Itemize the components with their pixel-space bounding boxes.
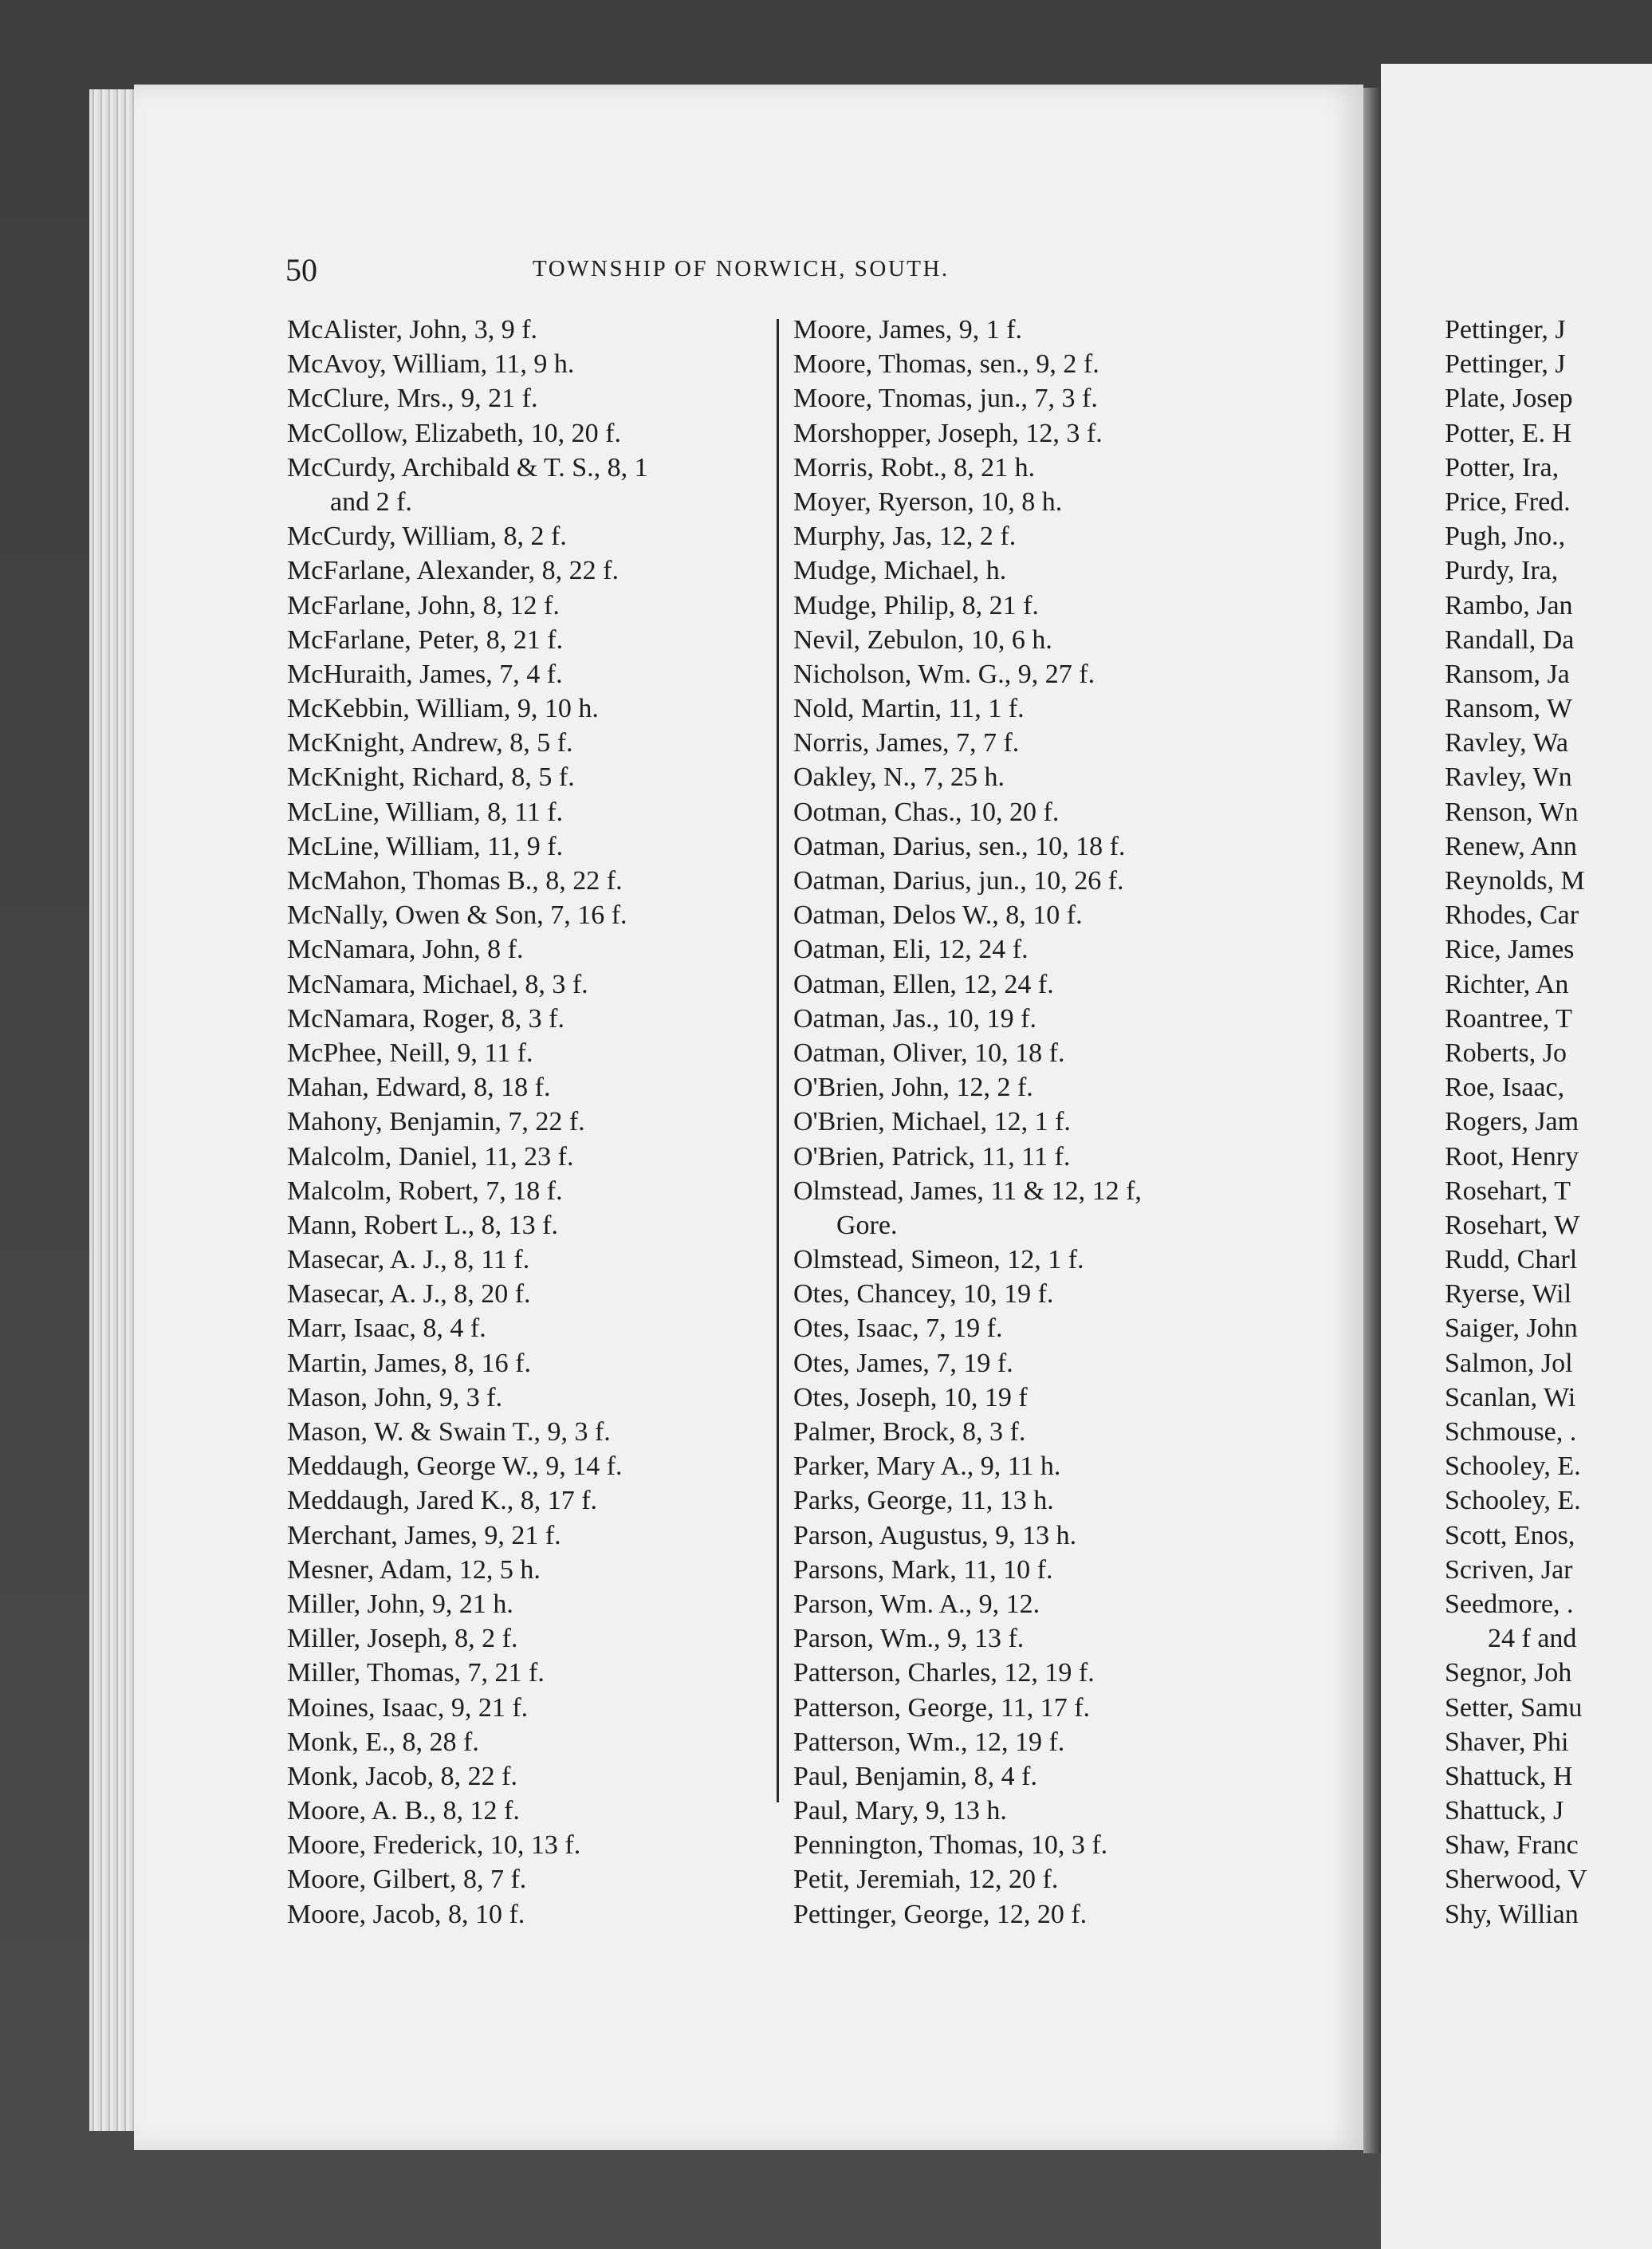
directory-entry: Moines, Isaac, 9, 21 f. xyxy=(287,1692,529,1723)
directory-entry: McFarlane, John, 8, 12 f. xyxy=(287,590,560,620)
directory-entry: Sherwood, V xyxy=(1445,1865,1587,1895)
directory-entry: Oatman, Eli, 12, 24 f. xyxy=(793,935,1029,965)
directory-entry: Roantree, T xyxy=(1445,1003,1572,1034)
directory-entry: Shattuck, H xyxy=(1445,1761,1573,1791)
directory-entry: Rhodes, Car xyxy=(1445,900,1579,931)
directory-entry: Paul, Mary, 9, 13 h. xyxy=(793,1796,1007,1826)
directory-entry: Oatman, Darius, jun., 10, 26 f. xyxy=(793,866,1124,896)
directory-entry: McFarlane, Alexander, 8, 22 f. xyxy=(287,556,619,586)
directory-entry: McPhee, Neill, 9, 11 f. xyxy=(287,1038,533,1068)
directory-entry: Miller, Joseph, 8, 2 f. xyxy=(287,1624,518,1654)
left-directory-column xyxy=(287,313,765,1932)
directory-entry: Oatman, Oliver, 10, 18 f. xyxy=(793,1038,1065,1068)
directory-entry: Pettinger, J xyxy=(1445,349,1566,380)
directory-entry: Purdy, Ira, xyxy=(1445,556,1559,586)
directory-entry: Ryerse, Wil xyxy=(1445,1279,1572,1310)
directory-entry: Rambo, Jan xyxy=(1445,590,1573,620)
directory-entry: Parsons, Mark, 11, 10 f. xyxy=(793,1554,1053,1585)
directory-entry: Gore. xyxy=(836,1210,898,1240)
running-title: TOWNSHIP OF NORWICH, SOUTH. xyxy=(533,256,950,282)
directory-entry: Plate, Josep xyxy=(1445,384,1573,414)
directory-entry: Moyer, Ryerson, 10, 8 h. xyxy=(793,486,1063,517)
directory-entry: O'Brien, Patrick, 11, 11 f. xyxy=(793,1141,1071,1172)
directory-entry: Ravley, Wn xyxy=(1445,762,1572,793)
directory-entry: Ootman, Chas., 10, 20 f. xyxy=(793,797,1060,827)
directory-entry: Rosehart, T xyxy=(1445,1176,1571,1206)
directory-entry: Monk, E., 8, 28 f. xyxy=(287,1727,479,1757)
directory-entry: McNamara, John, 8 f. xyxy=(287,935,524,965)
directory-entry: McKnight, Richard, 8, 5 f. xyxy=(287,762,575,793)
directory-entry: McAvoy, William, 11, 9 h. xyxy=(287,349,575,380)
directory-entry: Nevil, Zebulon, 10, 6 h. xyxy=(793,624,1052,655)
directory-entry: Renson, Wn xyxy=(1445,797,1579,827)
directory-entry: Setter, Samu xyxy=(1445,1692,1583,1723)
directory-entry: McNally, Owen & Son, 7, 16 f. xyxy=(287,900,627,931)
directory-entry: Ransom, W xyxy=(1445,694,1572,724)
directory-entry: Schooley, E. xyxy=(1445,1486,1581,1516)
directory-entry: Roe, Isaac, xyxy=(1445,1073,1565,1103)
directory-entry: Moore, Frederick, 10, 13 f. xyxy=(287,1830,581,1861)
directory-entry: McCurdy, Archibald & T. S., 8, 1 xyxy=(287,452,648,482)
directory-entry: Moore, James, 9, 1 f. xyxy=(793,315,1023,345)
directory-entry: Saiger, John xyxy=(1445,1314,1578,1344)
directory-entry: McCurdy, William, 8, 2 f. xyxy=(287,522,567,552)
directory-entry: O'Brien, John, 12, 2 f. xyxy=(793,1073,1033,1103)
directory-entry: Patterson, Wm., 12, 19 f. xyxy=(793,1727,1065,1757)
directory-entry: Patterson, George, 11, 17 f. xyxy=(793,1692,1091,1723)
directory-entry: Morris, Robt., 8, 21 h. xyxy=(793,452,1036,482)
directory-entry: McNamara, Roger, 8, 3 f. xyxy=(287,1003,564,1034)
directory-entry: Oatman, Darius, sen., 10, 18 f. xyxy=(793,831,1126,861)
directory-entry: O'Brien, Michael, 12, 1 f. xyxy=(793,1107,1071,1137)
directory-entry: Mahan, Edward, 8, 18 f. xyxy=(287,1073,551,1103)
directory-entry: Patterson, Charles, 12, 19 f. xyxy=(793,1658,1095,1688)
directory-entry: Petit, Jeremiah, 12, 20 f. xyxy=(793,1865,1059,1895)
directory-entry: 24 f and xyxy=(1488,1624,1577,1654)
directory-entry: Pettinger, George, 12, 20 f. xyxy=(793,1899,1088,1929)
directory-entry: Otes, James, 7, 19 f. xyxy=(793,1348,1013,1378)
directory-entry: Renew, Ann xyxy=(1445,831,1577,861)
directory-entry: Salmon, Jol xyxy=(1445,1348,1573,1378)
directory-entry: Randall, Da xyxy=(1445,624,1575,655)
directory-entry: Root, Henry xyxy=(1445,1141,1579,1172)
directory-entry: Mason, W. & Swain T., 9, 3 f. xyxy=(287,1417,611,1447)
directory-entry: Morshopper, Joseph, 12, 3 f. xyxy=(793,418,1103,448)
directory-entry: Miller, John, 9, 21 h. xyxy=(287,1589,513,1619)
directory-entry: Mudge, Philip, 8, 21 f. xyxy=(793,590,1039,620)
directory-entry: Schmouse, . xyxy=(1445,1417,1577,1447)
directory-entry: Rudd, Charl xyxy=(1445,1245,1578,1275)
directory-entry: Parson, Wm., 9, 13 f. xyxy=(793,1624,1025,1654)
directory-entry: Olmstead, Simeon, 12, 1 f. xyxy=(793,1245,1084,1275)
right-page-directory-column xyxy=(1445,313,1652,1932)
directory-entry: Murphy, Jas, 12, 2 f. xyxy=(793,522,1017,552)
directory-entry: McCollow, Elizabeth, 10, 20 f. xyxy=(287,418,621,448)
directory-entry: Pugh, Jno., xyxy=(1445,522,1566,552)
directory-entry: Nicholson, Wm. G., 9, 27 f. xyxy=(793,659,1095,689)
directory-entry: Marr, Isaac, 8, 4 f. xyxy=(287,1314,486,1344)
directory-entry: Masecar, A. J., 8, 20 f. xyxy=(287,1279,531,1310)
directory-entry: Palmer, Brock, 8, 3 f. xyxy=(793,1417,1026,1447)
directory-entry: Martin, James, 8, 16 f. xyxy=(287,1348,531,1378)
directory-entry: Shaver, Phi xyxy=(1445,1727,1569,1757)
directory-entry: Rosehart, W xyxy=(1445,1210,1580,1240)
directory-entry: Miller, Thomas, 7, 21 f. xyxy=(287,1658,545,1688)
directory-entry: Shy, Willian xyxy=(1445,1899,1579,1929)
directory-entry: Otes, Isaac, 7, 19 f. xyxy=(793,1314,1003,1344)
directory-entry: Norris, James, 7, 7 f. xyxy=(793,728,1020,758)
directory-entry: Oatman, Delos W., 8, 10 f. xyxy=(793,900,1083,931)
directory-entry: Ransom, Ja xyxy=(1445,659,1570,689)
directory-entry: McHuraith, James, 7, 4 f. xyxy=(287,659,563,689)
directory-entry: Pennington, Thomas, 10, 3 f. xyxy=(793,1830,1108,1861)
directory-entry: McAlister, John, 3, 9 f. xyxy=(287,315,538,345)
directory-entry: Segnor, Joh xyxy=(1445,1658,1572,1688)
directory-entry: Merchant, James, 9, 21 f. xyxy=(287,1520,561,1550)
directory-entry: Oakley, N., 7, 25 h. xyxy=(793,762,1005,793)
directory-entry: Olmstead, James, 11 & 12, 12 f, xyxy=(793,1176,1142,1206)
book-gutter xyxy=(1363,88,1381,2153)
directory-entry: and 2 f. xyxy=(330,486,412,517)
directory-entry: Moore, Thomas, sen., 9, 2 f. xyxy=(793,349,1099,380)
directory-entry: Meddaugh, George W., 9, 14 f. xyxy=(287,1451,623,1482)
directory-entry: McKebbin, William, 9, 10 h. xyxy=(287,694,599,724)
directory-entry: Mann, Robert L., 8, 13 f. xyxy=(287,1210,558,1240)
directory-entry: Rogers, Jam xyxy=(1445,1107,1579,1137)
directory-entry: Moore, Jacob, 8, 10 f. xyxy=(287,1899,525,1929)
directory-entry: Roberts, Jo xyxy=(1445,1038,1567,1068)
directory-entry: McNamara, Michael, 8, 3 f. xyxy=(287,969,588,999)
directory-entry: Nold, Martin, 11, 1 f. xyxy=(793,694,1025,724)
directory-entry: Parker, Mary A., 9, 11 h. xyxy=(793,1451,1061,1482)
directory-entry: Potter, E. H xyxy=(1445,418,1572,448)
directory-entry: Otes, Joseph, 10, 19 f xyxy=(793,1382,1028,1412)
directory-entry: McLine, William, 8, 11 f. xyxy=(287,797,564,827)
directory-entry: Otes, Chancey, 10, 19 f. xyxy=(793,1279,1054,1310)
directory-entry: Shattuck, J xyxy=(1445,1796,1564,1826)
directory-entry: Mason, John, 9, 3 f. xyxy=(287,1382,503,1412)
directory-entry: McFarlane, Peter, 8, 21 f. xyxy=(287,624,564,655)
directory-entry: Parson, Augustus, 9, 13 h. xyxy=(793,1520,1077,1550)
directory-entry: Moore, Gilbert, 8, 7 f. xyxy=(287,1865,527,1895)
directory-entry: Potter, Ira, xyxy=(1445,452,1560,482)
page-edge-stack xyxy=(89,89,137,2131)
directory-entry: Moore, Tnomas, jun., 7, 3 f. xyxy=(793,384,1098,414)
directory-entry: Schooley, E. xyxy=(1445,1451,1581,1482)
column-rule xyxy=(777,319,779,1802)
directory-entry: Oatman, Jas., 10, 19 f. xyxy=(793,1003,1037,1034)
middle-directory-column xyxy=(793,313,1320,1932)
directory-entry: Paul, Benjamin, 8, 4 f. xyxy=(793,1761,1037,1791)
directory-entry: Shaw, Franc xyxy=(1445,1830,1579,1861)
directory-entry: Ravley, Wa xyxy=(1445,728,1568,758)
directory-entry: Parks, George, 11, 13 h. xyxy=(793,1486,1054,1516)
directory-entry: Moore, A. B., 8, 12 f. xyxy=(287,1796,520,1826)
directory-entry: Mesner, Adam, 12, 5 h. xyxy=(287,1554,541,1585)
directory-entry: Mahony, Benjamin, 7, 22 f. xyxy=(287,1107,585,1137)
directory-entry: Seedmore, . xyxy=(1445,1589,1574,1619)
directory-entry: Scanlan, Wi xyxy=(1445,1382,1576,1412)
directory-entry: Meddaugh, Jared K., 8, 17 f. xyxy=(287,1486,598,1516)
directory-entry: McKnight, Andrew, 8, 5 f. xyxy=(287,728,573,758)
directory-entry: Reynolds, M xyxy=(1445,866,1585,896)
directory-entry: Parson, Wm. A., 9, 12. xyxy=(793,1589,1040,1619)
directory-entry: Oatman, Ellen, 12, 24 f. xyxy=(793,969,1054,999)
directory-entry: Pettinger, J xyxy=(1445,315,1566,345)
page-number: 50 xyxy=(285,252,317,288)
directory-entry: Price, Fred. xyxy=(1445,486,1571,517)
directory-entry: McClure, Mrs., 9, 21 f. xyxy=(287,384,538,414)
directory-entry: Scriven, Jar xyxy=(1445,1554,1573,1585)
directory-entry: Masecar, A. J., 8, 11 f. xyxy=(287,1245,530,1275)
directory-entry: Richter, An xyxy=(1445,969,1569,999)
directory-entry: Monk, Jacob, 8, 22 f. xyxy=(287,1761,517,1791)
directory-entry: Malcolm, Daniel, 11, 23 f. xyxy=(287,1141,574,1172)
directory-entry: Rice, James xyxy=(1445,935,1575,965)
directory-entry: Malcolm, Robert, 7, 18 f. xyxy=(287,1176,563,1206)
directory-entry: McLine, William, 11, 9 f. xyxy=(287,831,564,861)
directory-entry: Mudge, Michael, h. xyxy=(793,556,1007,586)
directory-entry: McMahon, Thomas B., 8, 22 f. xyxy=(287,866,623,896)
directory-entry: Scott, Enos, xyxy=(1445,1520,1575,1550)
